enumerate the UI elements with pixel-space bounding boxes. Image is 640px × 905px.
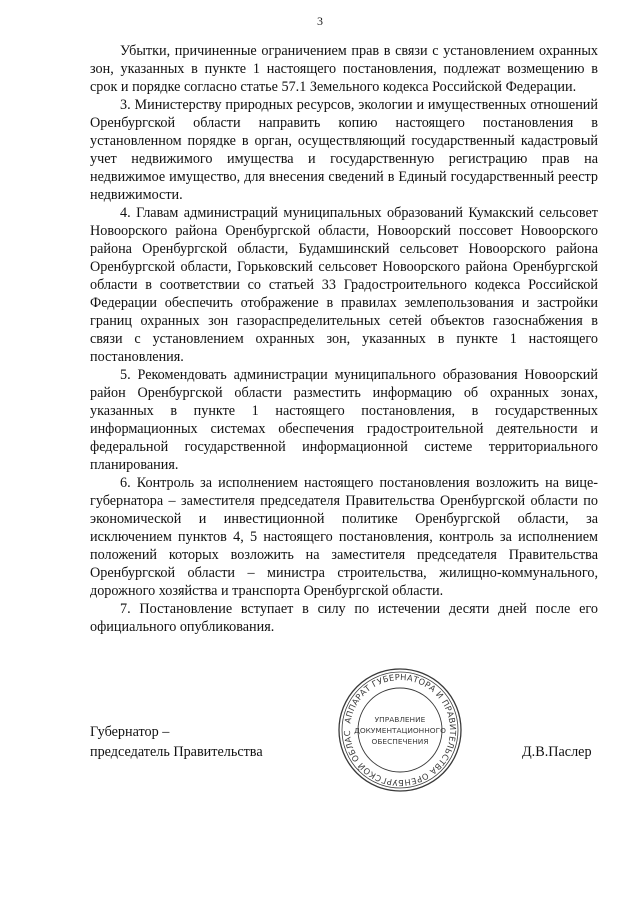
stamp-center-line3: ОБЕСПЕЧЕНИЯ: [371, 737, 429, 746]
paragraph-6: 6. Контроль за исполнением настоящего постановления возложить на вице-губернатора – заместителя председателя Правительства Оренбургской области по экономической и инвестиционной политике Оренбургской области, за исключением пунктов 4, 5 настоящего постановления, контроль за исполнением положений которых возложить на заместителя председателя Правительства Оренбургской области – министра строительства, жилищно-коммунального, дорожного хозяйства и транспорта Оренбургской области.: [90, 475, 598, 599]
official-stamp: [337, 667, 463, 793]
paragraph-losses: Убытки, причиненные ограничением прав в связи с установлением охранных зон, указанных в пункте 1 настоящего постановления, подлежат возмещению в срок и порядке согласно статье 57.1 Земельного кодекса Российской Федерации.: [90, 43, 598, 95]
stamp-center-line2: ДОКУМЕНТАЦИОННОГО: [354, 726, 446, 735]
stamp-seal-icon: [337, 667, 463, 793]
signatory-title-line2: председатель Правительства: [90, 744, 263, 760]
signatory-title-line1: Губернатор –: [90, 724, 170, 740]
paragraph-7: 7. Постановление вступает в силу по истечении десяти дней после его официального опубликования.: [90, 601, 598, 635]
stamp-center-line1: УПРАВЛЕНИЕ: [374, 715, 426, 724]
stamp-ring-text: АППАРАТ ГУБЕРНАТОРА И ПРАВИТЕЛЬСТВА ОРЕНБУРГСКОЙ ОБЛАС: [341, 671, 459, 789]
document-body: [90, 42, 598, 636]
page-number: 3: [317, 14, 323, 28]
signatory-title: [90, 722, 263, 762]
signatory-name: Д.В.Паслер: [522, 744, 592, 760]
paragraph-4: 4. Главам администраций муниципальных образований Кумакский сельсовет Новоорского района Оренбургской области, Новоорский поссовет Новоорского района Оренбургской области, Будамшинский сельсовет Новоорского района Оренбургской области, Горьковский сельсовет Новоорского района Оренбургской области в соответствии со статьей 33 Градостроительного кодекса Российской Федерации обеспечить отображение в правилах землепользования и застройки границ охранных зон газораспределительных сетей объектов газоснабжения в связи с установлением охранных зон, указанных в пункте 1 настоящего постановления.: [90, 205, 598, 365]
paragraph-3: 3. Министерству природных ресурсов, экологии и имущественных отношений Оренбургской области направить копию настоящего постановления в установленном порядке в орган, осуществляющий государственный кадастровый учет недвижимого имущества и государственную регистрацию прав на недвижимое имущество, для внесения сведений в Единый государственный реестр недвижимости.: [90, 97, 598, 203]
paragraph-5: 5. Рекомендовать администрации муниципального образования Новоорский район Оренбургской области разместить информацию об охранных зонах, указанных в пункте 1 настоящего постановления, в государственных информационных системах обеспечения градостроительной деятельности и федеральной государственной информационной системе территориального планирования.: [90, 367, 598, 473]
